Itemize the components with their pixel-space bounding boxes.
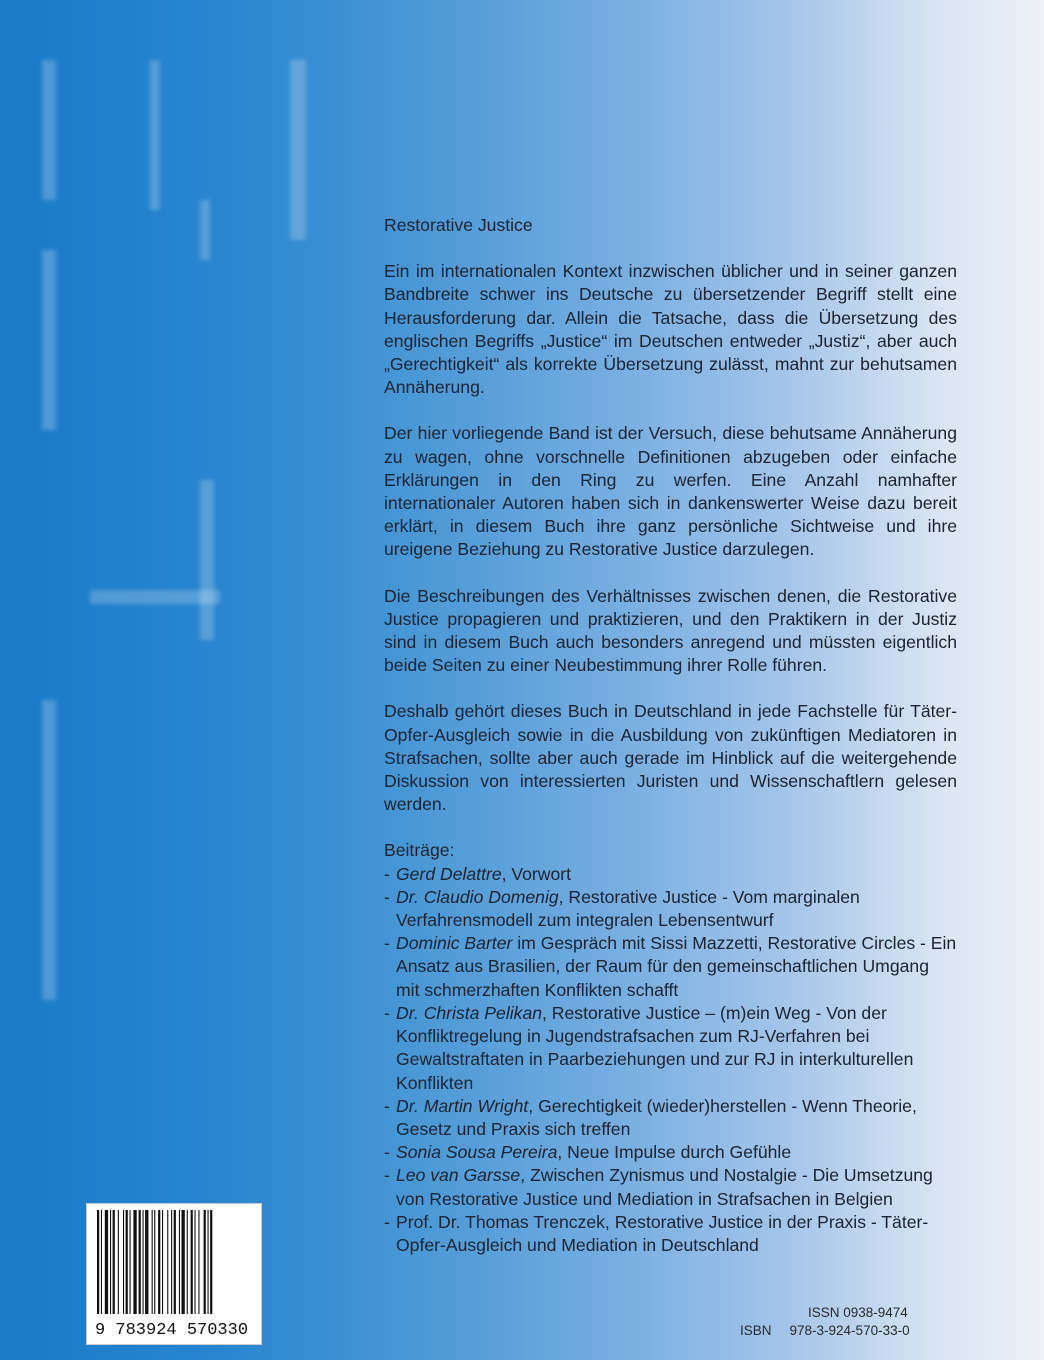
barcode-bar	[123, 1210, 124, 1314]
background-ghost-letters	[42, 60, 56, 200]
barcode-bar	[179, 1210, 180, 1314]
barcode-bar	[182, 1210, 185, 1314]
contribution-item	[384, 886, 957, 932]
list-dash: -	[384, 863, 390, 884]
barcode-bar	[139, 1210, 141, 1314]
contributions-list	[384, 863, 957, 1257]
barcode-bar	[187, 1210, 188, 1314]
background-ghost-bar	[200, 480, 214, 640]
issn-number: ISSN 0938-9474	[808, 1305, 908, 1320]
barcode-bar	[208, 1210, 209, 1314]
barcode-bar	[204, 1210, 206, 1314]
barcode-bar	[130, 1210, 131, 1314]
background-ghost-bar	[42, 250, 56, 430]
background-ghost-bar	[290, 60, 306, 240]
barcode-bar	[167, 1210, 168, 1314]
barcode-bar	[162, 1210, 163, 1314]
barcode-bar	[171, 1210, 172, 1314]
contribution-item	[384, 863, 957, 886]
contribution-title: , Gerechtigkeit (wieder)herstellen - Wenn Theorie, Gesetz und Praxis sich treffen	[396, 1095, 917, 1139]
contribution-item	[384, 1164, 957, 1210]
blurb-paragraph-3: Die Beschreibungen des Verhältnisses zwischen denen, die Restorative Justice propagieren und praktizieren, und den Praktikern in der Justiz sind in diesem Buch auch besonders anregend und müssten eigentlich beide Seiten zu einer Neubestimmung ihrer Rolle führen.	[384, 585, 957, 676]
blurb-paragraph-2: Der hier vorliegende Band ist der Versuch, diese behutsame Annäherung zu wagen, ohne vorschnelle Definitionen abzugeben oder einfache Erklärungen in den Ring zu werfen. Eine Anzahl namhafter internationaler Autoren haben sich in dankenswerter Weise dazu bereit erklärt, in diesem Buch ihre ganz persönliche Sichtweise und ihre ureigene Beziehung zu Restorative Justice darzulegen.	[384, 423, 957, 560]
isbn-label: ISBN	[740, 1323, 772, 1338]
barcode-digits: 9 783924 570330	[95, 1321, 249, 1338]
contribution-author: Sonia Sousa Pereira	[396, 1142, 558, 1163]
contribution-title: , Neue Impulse durch Gefühle	[557, 1142, 792, 1163]
background-ghost-bar	[42, 700, 56, 1000]
barcode-graphic	[93, 1210, 255, 1338]
contribution-item	[384, 1002, 957, 1095]
contribution-author: Gerd Delattre	[396, 863, 502, 884]
barcode-bar	[154, 1210, 155, 1314]
barcode-bar	[97, 1210, 99, 1314]
list-dash: -	[384, 1211, 390, 1232]
contributions-heading: Beiträge:	[384, 840, 455, 861]
contribution-title: im Gespräch mit Sissi Mazzetti, Restorative Circles - Ein Ansatz aus Brasilien, der Raum für den gemeinschaftlichen Umgang mit schmerzhaften Konflikten schafft	[396, 933, 957, 1000]
contribution-title: , Zwischen Zynismus und Nostalgie - Die Umsetzung von Restorative Justice und Mediation in Strafsachen in Belgien	[396, 1165, 933, 1209]
contribution-author: Dr. Christa Pelikan	[396, 1002, 543, 1023]
barcode-bar	[110, 1210, 111, 1314]
contribution-item	[384, 932, 957, 1002]
barcode-bar	[126, 1210, 128, 1314]
barcode-bar	[195, 1210, 196, 1314]
barcode-bar	[145, 1210, 148, 1314]
list-dash: -	[384, 886, 390, 907]
isbn-value: 978-3-924-570-33-0	[789, 1323, 910, 1338]
blurb-heading: Restorative Justice	[384, 215, 533, 235]
contribution-title: , Restorative Justice - Vom marginalen Verfahrensmodell zum integralen Lebensentwurf	[396, 886, 860, 931]
barcode-bar	[143, 1210, 144, 1314]
contribution-title: , Restorative Justice – (m)ein Weg - Von der Konfliktregelung in Jugendstrafsachen zum RJ-Verfahren bei Gewaltstraftaten in Paarbeziehungen und zur RJ in interkulturellen Konflikten	[396, 1002, 914, 1093]
contribution-item	[384, 1211, 957, 1257]
contribution-title: Prof. Dr. Thomas Trenczek, Restorative Justice in der Praxis - Täter-Opfer-Ausgleich und Mediation in Deutschland	[396, 1211, 929, 1255]
list-dash: -	[384, 933, 390, 954]
contribution-author: Dominic Barter	[396, 933, 513, 954]
contribution-item	[384, 1141, 957, 1164]
barcode-bar	[191, 1210, 193, 1314]
isbn-line	[740, 1323, 910, 1338]
barcode-bar	[113, 1210, 115, 1314]
contribution-title: , Vorwort	[501, 863, 572, 884]
contribution-author: Dr. Martin Wright	[396, 1095, 529, 1116]
barcode	[86, 1203, 262, 1345]
contribution-item	[384, 1095, 957, 1141]
background-ghost-bar	[150, 60, 160, 210]
barcode-bar	[210, 1210, 212, 1314]
barcode-bar	[133, 1210, 136, 1314]
barcode-bar	[174, 1210, 176, 1314]
barcode-bar	[101, 1210, 102, 1314]
list-dash: -	[384, 1002, 390, 1023]
blurb-text	[384, 214, 957, 1257]
barcode-bar	[152, 1210, 153, 1314]
contribution-author: Leo van Garsse	[396, 1165, 521, 1186]
list-dash: -	[384, 1142, 390, 1163]
background-ghost-bar	[200, 200, 210, 260]
blurb-paragraph-1: Ein im internationalen Kontext inzwischen üblicher und in seiner ganzen Bandbreite schwer ins Deutsche zu übersetzender Begriff stellt eine Herausforderung dar. Allein die Tatsache, dass die Übersetzung des englischen Begriffs „Justice“ im Deutschen entweder „Justiz“, aber auch „Gerechtigkeit“ als korrekte Übersetzung zulässt, mahnt zur behutsamen Annäherung.	[384, 261, 957, 398]
list-dash: -	[384, 1095, 390, 1116]
barcode-bar	[118, 1210, 119, 1314]
contribution-author: Dr. Claudio Domenig	[396, 886, 559, 907]
barcode-bar	[198, 1210, 199, 1314]
blurb-paragraph-4: Deshalb gehört dieses Buch in Deutschland in jede Fachstelle für Täter-Opfer-Ausgleich sowie in die Ausbildung von zukünftigen Mediatoren in Strafsachen, sollte aber auch gerade im Hinblick auf die weitergehende Diskussion von interessierten Juristen und Wissenschaftlern gelesen werden.	[384, 701, 957, 815]
barcode-bar	[105, 1210, 108, 1314]
list-dash: -	[384, 1165, 390, 1186]
barcode-bar	[158, 1210, 160, 1314]
